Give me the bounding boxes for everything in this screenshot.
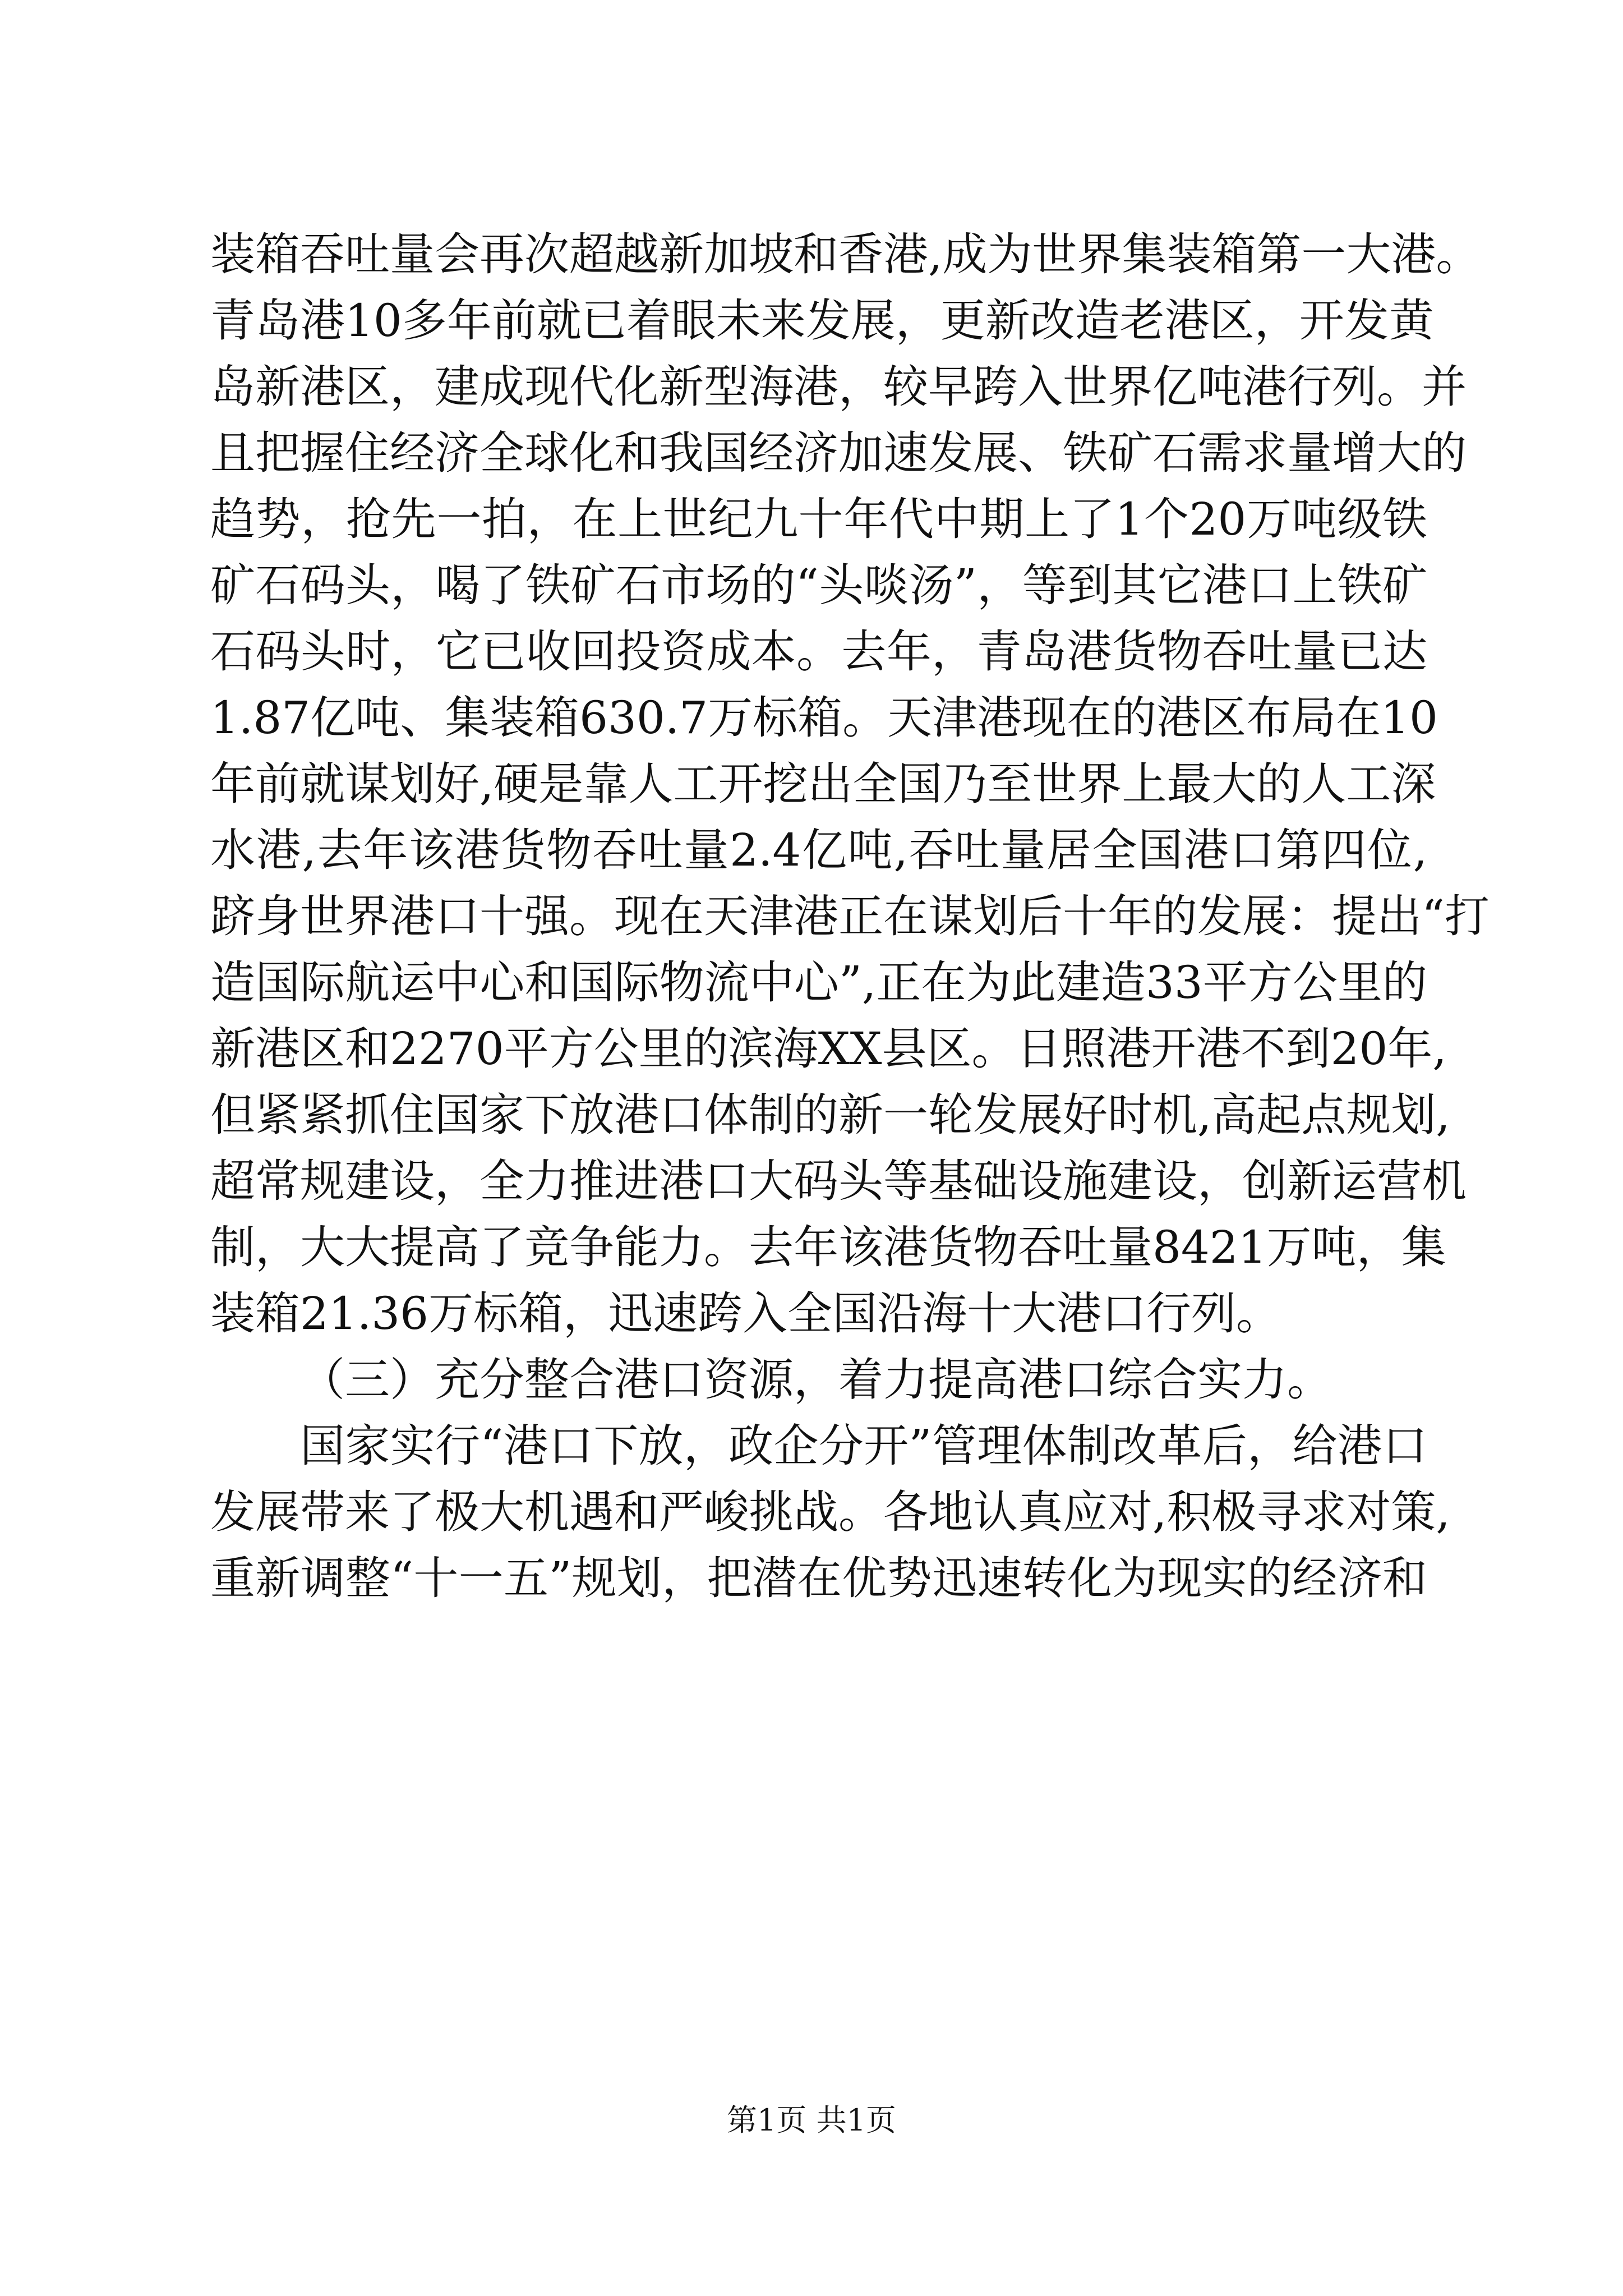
text-line: 制，大大提高了竞争能力。去年该港货物吞吐量8421万吨，集 xyxy=(210,1221,1446,1273)
text-line: 装箱吞吐量会再次超越新加坡和香港,成为世界集装箱第一大港。 xyxy=(210,228,1481,280)
document-body xyxy=(210,222,1490,1612)
text-line: 跻身世界港口十强。现在天津港正在谋划后十年的发展：提出“打 xyxy=(210,890,1490,942)
text-line: 年前就谋划好,硬是靠人工开挖出全国乃至世界上最大的人工深 xyxy=(210,758,1436,810)
text-line: 装箱21.36万标箱，迅速跨入全国沿海十大港口行列。 xyxy=(210,1287,1281,1340)
text-line: 且把握住经济全球化和我国经济加速发展、铁矿石需求量增大的 xyxy=(210,427,1467,479)
text-line: 石码头时，它已收回投资成本。去年，青岛港货物吞吐量已达 xyxy=(210,625,1427,678)
text-line: 趋势，抢先一拍，在上世纪九十年代中期上了1个20万吨级铁 xyxy=(210,493,1427,545)
text-line: 重新调整“十一五”规划，把潜在优势迅速转化为现实的经济和 xyxy=(210,1552,1427,1604)
text-line: 新港区和2270平方公里的滨海XX县区。日照港开港不到20年, xyxy=(210,1023,1447,1075)
page-number-label: 第1页 共1页 xyxy=(727,2102,896,2138)
page-footer xyxy=(0,2101,1623,2140)
text-line: 矿石码头，喝了铁矿石市场的“头啖汤”，等到其它港口上铁矿 xyxy=(210,559,1427,611)
text-line: 水港,去年该港货物吞吐量2.4亿吨,吞吐量居全国港口第四位, xyxy=(210,824,1427,876)
text-line: 造国际航运中心和国际物流中心”,正在为此建造33平方公里的 xyxy=(210,956,1427,1009)
text-line: 发展带来了极大机遇和严峻挑战。各地认真应对,积极寻求对策, xyxy=(210,1486,1450,1538)
text-line: 1.87亿吨、集装箱630.7万标箱。天津港现在的港区布局在10 xyxy=(210,692,1438,744)
text-line: 但紧紧抓住国家下放港口体制的新一轮发展好时机,高起点规划, xyxy=(210,1089,1450,1141)
text-line: 青岛港10多年前就已着眼未来发展，更新改造老港区，开发黄 xyxy=(210,295,1434,347)
text-line: 国家实行“港口下放，政企分开”管理体制改革后，给港口 xyxy=(300,1420,1427,1472)
text-line: 岛新港区，建成现代化新型海港，较早跨入世界亿吨港行列。并 xyxy=(210,361,1467,413)
section-heading: （三）充分整合港口资源，着力提高港口综合实力。 xyxy=(300,1354,1332,1406)
text-line: 超常规建设，全力推进港口大码头等基础设施建设，创新运营机 xyxy=(210,1155,1467,1207)
